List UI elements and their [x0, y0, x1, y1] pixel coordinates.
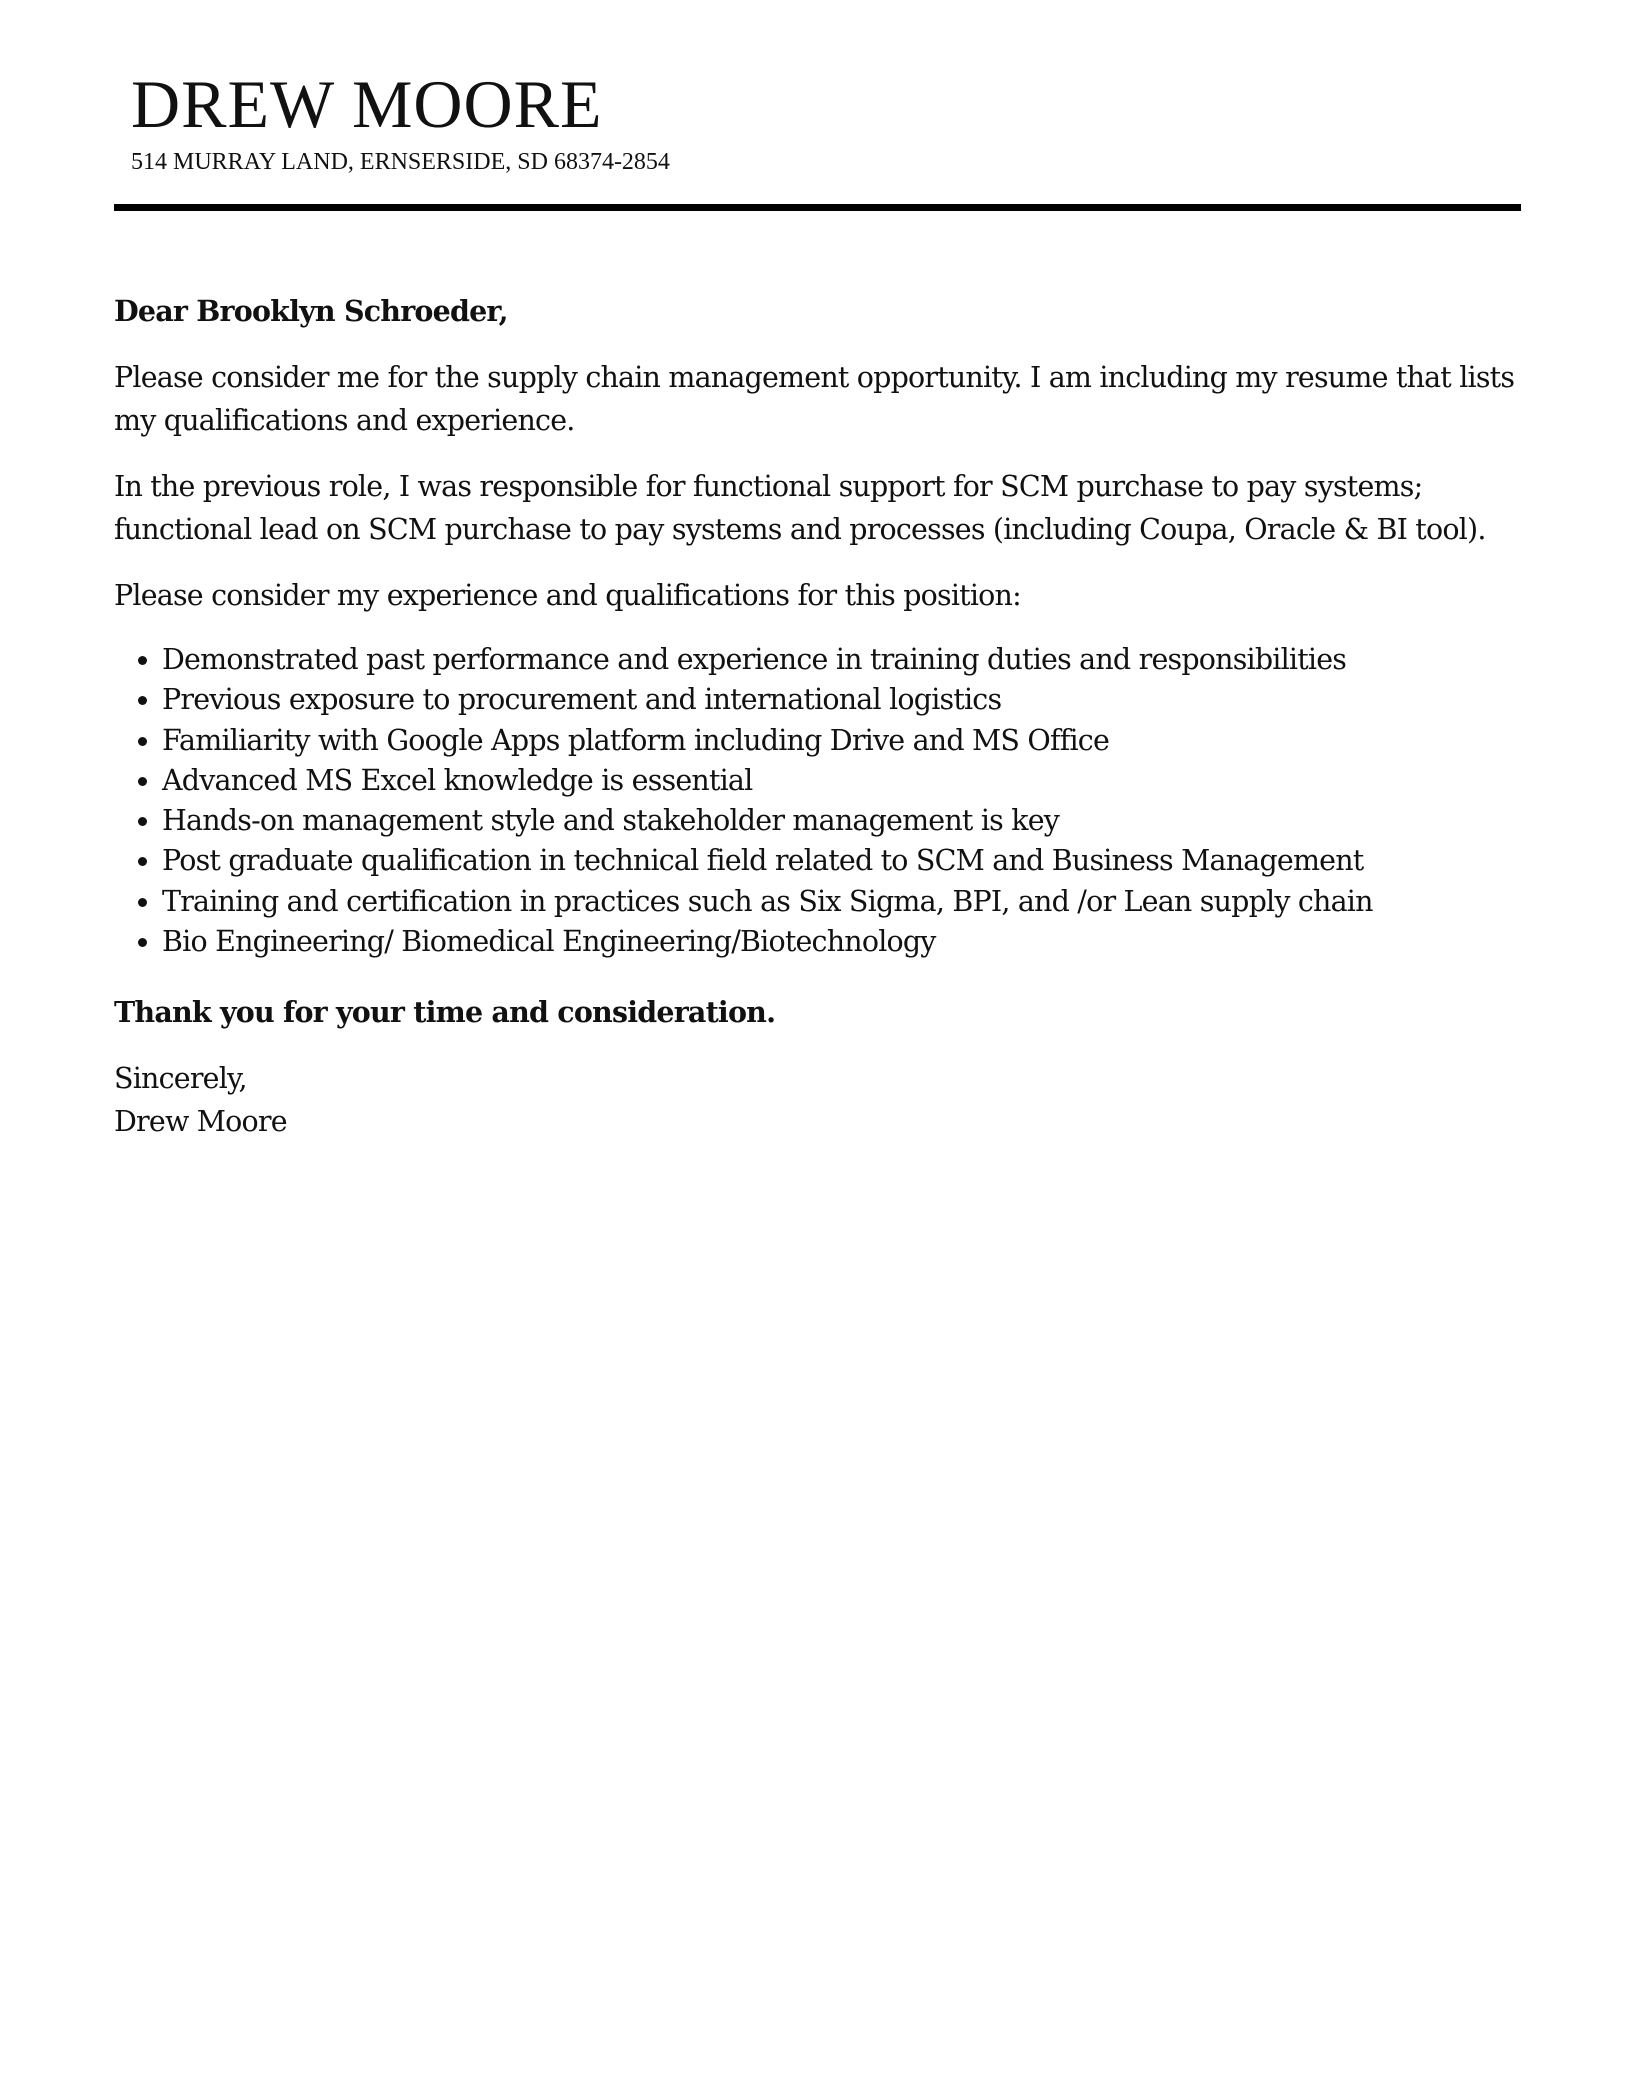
- applicant-address: 514 MURRAY LAND, ERNSERSIDE, SD 68374-2854: [131, 149, 670, 175]
- qualifications-intro: Please consider my experience and qualifications for this position:: [114, 579, 1021, 612]
- list-item: • Previous exposure to procurement and international logistics: [162, 680, 1526, 720]
- signoff: Sincerely,: [114, 1062, 247, 1096]
- list-item: • Post graduate qualification in technical field related to SCM and Business Management: [162, 841, 1526, 881]
- list-item: • Advanced MS Excel knowledge is essential: [162, 761, 1526, 801]
- intro-paragraph: Please consider me for the supply chain management opportunity. I am including my resume that lists my qualifications and experience.: [114, 361, 1515, 437]
- experience-paragraph: In the previous role, I was responsible for functional support for SCM purchase to pay systems; functional lead on SCM purchase to pay systems and processes (including Coupa, Oracle & BI tool).: [114, 470, 1486, 546]
- list-item: • Hands-on management style and stakeholder management is key: [162, 801, 1526, 841]
- letter-body: [114, 290, 1526, 1143]
- signature-name: Drew Moore: [114, 1105, 287, 1139]
- applicant-name: DREW MOORE: [131, 66, 603, 142]
- qualifications-list: [114, 640, 1526, 962]
- list-item: • Familiarity with Google Apps platform including Drive and MS Office: [162, 721, 1526, 761]
- list-item: • Demonstrated past performance and experience in training duties and responsibilities: [162, 640, 1526, 680]
- salutation: Dear Brooklyn Schroeder,: [114, 294, 508, 328]
- closing-line: Thank you for your time and consideration.: [114, 995, 776, 1030]
- list-item: • Training and certification in practices such as Six Sigma, BPI, and /or Lean supply chain: [162, 882, 1526, 922]
- header-divider: [114, 204, 1521, 211]
- list-item: • Bio Engineering/ Biomedical Engineering/Biotechnology: [162, 922, 1526, 962]
